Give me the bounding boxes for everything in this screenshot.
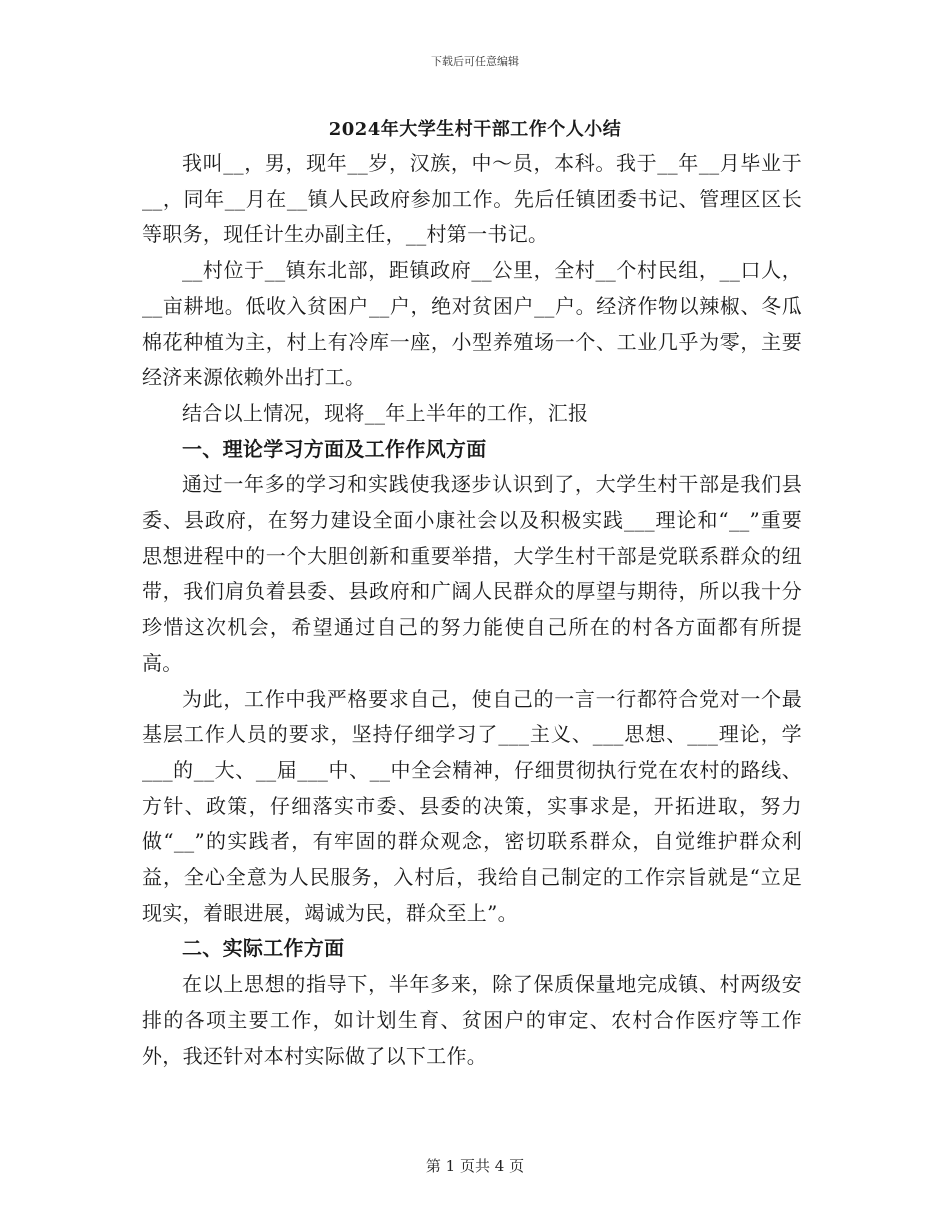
- header-note: 下载后可任意编辑: [431, 55, 519, 68]
- page-footer: 第 1 页共 4 页: [425, 1157, 525, 1175]
- paragraph-village: __村位于__镇东北部，距镇政府__公里，全村__个村民组，__口人，__亩耕地。低收入贫困户__户，绝对贫困户__户。经济作物以辣椒、冬瓜棉花种植为主，村上有冷库一座，小型养殖场一个、工业几乎为零，主要经济来源依赖外出打工。: [142, 258, 802, 390]
- paragraph-theory-1: 通过一年多的学习和实践使我逐步认识到了，大学生村干部是我们县委、县政府，在努力建设全面小康社会以及积极实践___理论和“__”重要思想进程中的一个大胆创新和重要举措，大学生村干部是党联系群众的纽带，我们肩负着县委、县政府和广阔人民群众的厚望与期待，所以我十分珍惜这次机会，希望通过自己的努力能使自己所在的村各方面都有所提高。: [142, 472, 802, 675]
- paragraph-practice: 在以上思想的指导下，半年多来，除了保质保量地完成镇、村两级安排的各项主要工作，如计划生育、贫困户的审定、农村合作医疗等工作外，我还针对本村实际做了以下工作。: [142, 972, 802, 1068]
- paragraph-intro: 我叫__，男，现年__岁，汉族，中～员，本科。我于__年__月毕业于__，同年__月在__镇人民政府参加工作。先后任镇团委书记、管理区区长等职务，现任计生办副主任，__村第一书记。: [142, 151, 802, 247]
- document-body: [142, 146, 802, 1074]
- paragraph-theory-2: 为此，工作中我严格要求自己，使自己的一言一行都符合党对一个最基层工作人员的要求，坚持仔细学习了___主义、___思想、___理论，学___的__大、__届___中、__中全会精神，仔细贯彻执行党在农村的路线、方针、政策，仔细落实市委、县委的决策，实事求是，开拓进取，努力做“__”的实践者，有牢固的群众观念，密切联系群众，自觉维护群众利益，全心全意为人民服务，入村后，我给自己制定的工作宗旨就是“立足现实，着眼进展，竭诚为民，群众至上”。: [142, 686, 802, 925]
- section-heading-theory: 一、理论学习方面及工作作风方面: [182, 436, 487, 461]
- section-heading-practice: 二、实际工作方面: [182, 936, 345, 961]
- document-title: 2024年大学生村干部工作个人小结: [328, 119, 622, 140]
- paragraph-report: 结合以上情况，现将__年上半年的工作，汇报: [182, 400, 589, 425]
